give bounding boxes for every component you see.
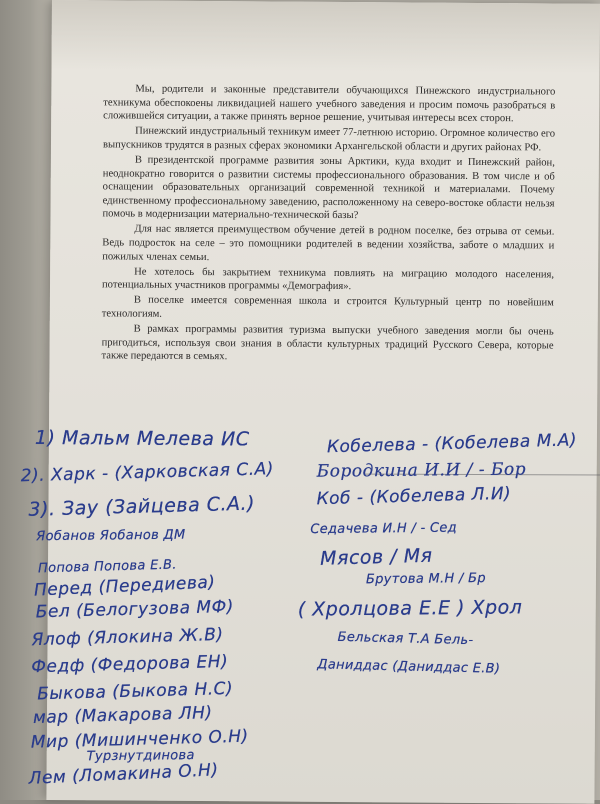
- signature-left: 3). Зау (Зайцева С.А.): [28, 492, 256, 521]
- signature-left: 1) Мальм Мелева ИС: [34, 426, 250, 451]
- signature-right: Брутова М.Н / Бр: [365, 570, 486, 588]
- signature-right: Мясов / Мя: [319, 544, 433, 570]
- signature-left: Ялоф (Ялокина Ж.В): [31, 624, 224, 651]
- paragraph: Для нас является преимуществом обучение детей в родном поселке, без отрыва от семьи. Ведь подросток на селе – это помощники родителей в ведении хозяйства, заботе о младших и пожилых членах семьи.: [102, 224, 555, 263]
- paragraph: В рамках программы развития туризма выпуски учебного заведения могли бы очень пригодиться, используя свои знания в области культурных традиций Русского Севера, которые также передаются в семьях.: [101, 323, 554, 363]
- signature-right: Бородкина И.И / - Бор: [316, 459, 527, 482]
- signature-left: Лем (Ломакина О.Н): [28, 760, 219, 789]
- document-sheet: [20, 0, 600, 804]
- paragraph: В поселке имеется современная школа и строится Культурный центр по новейшим технологиям.: [101, 294, 554, 320]
- signature-left: Бел (Белогузова МФ): [35, 596, 235, 623]
- signature-left: Мир (Мишинченко О.Н): [30, 726, 249, 753]
- signature-left: 2). Харк - (Харковская С.А): [20, 459, 275, 487]
- paragraph: Не хотелось бы закрытием техникума повлиять на миграцию молодого населения, потенциальных участников программы «Демография».: [101, 266, 555, 293]
- signature-left: Турзнутдинова: [86, 748, 195, 765]
- signature-right: Седачева И.Н / - Сед: [310, 520, 458, 538]
- signature-right: Кобелева - (Кобелева М.А): [326, 430, 578, 458]
- petition-text: [101, 82, 555, 368]
- signature-left: Попова Попова Е.В.: [37, 557, 177, 577]
- paragraph: В президентской программе развития зоны Арктики, куда входит и Пинежский район, неоднократно говорится о развитии системы профессионального образования. В том числе и об оснащении образовательных организаций современной техникой и материалами. Почему единственному профессиональному заведению, расположенному на северо-востоке области нельзя помочь в модернизации материально-технической базы?: [102, 154, 555, 222]
- signature-left: Яобанов Яобанов ДМ: [36, 527, 186, 545]
- signature-right: Бельская Т.А Бель-: [337, 629, 474, 649]
- signature-left: Федф (Федорова ЕН): [31, 651, 229, 678]
- signature-right: Даниддас (Даниддас Е.В): [317, 657, 501, 677]
- signature-right: Коб - (Кобелева Л.И): [316, 483, 512, 510]
- signature-left: мар (Макарова ЛН): [32, 703, 213, 729]
- signature-right: ( Хролцова Е.Е ) Хрол: [297, 596, 523, 621]
- signature-left: Быкова (Быкова Н.С): [36, 678, 234, 705]
- paragraph: Пинежский индустриальный техникум имеет 77-летнюю историю. Огромное количество его выпускников трудятся в разных сферах экономики Архангельской области и других районах РФ.: [102, 125, 556, 154]
- paragraph: Мы, родители и законные представители обучающихся Пинежского индустриального техникума обеспокоены ликвидацией нашего учебного заведения и просим помочь разобраться в сложившейся ситуации, а также принять верное решение, учитывая интересы всех сторон.: [103, 83, 556, 125]
- signature-left: Перед (Передиева): [33, 572, 216, 601]
